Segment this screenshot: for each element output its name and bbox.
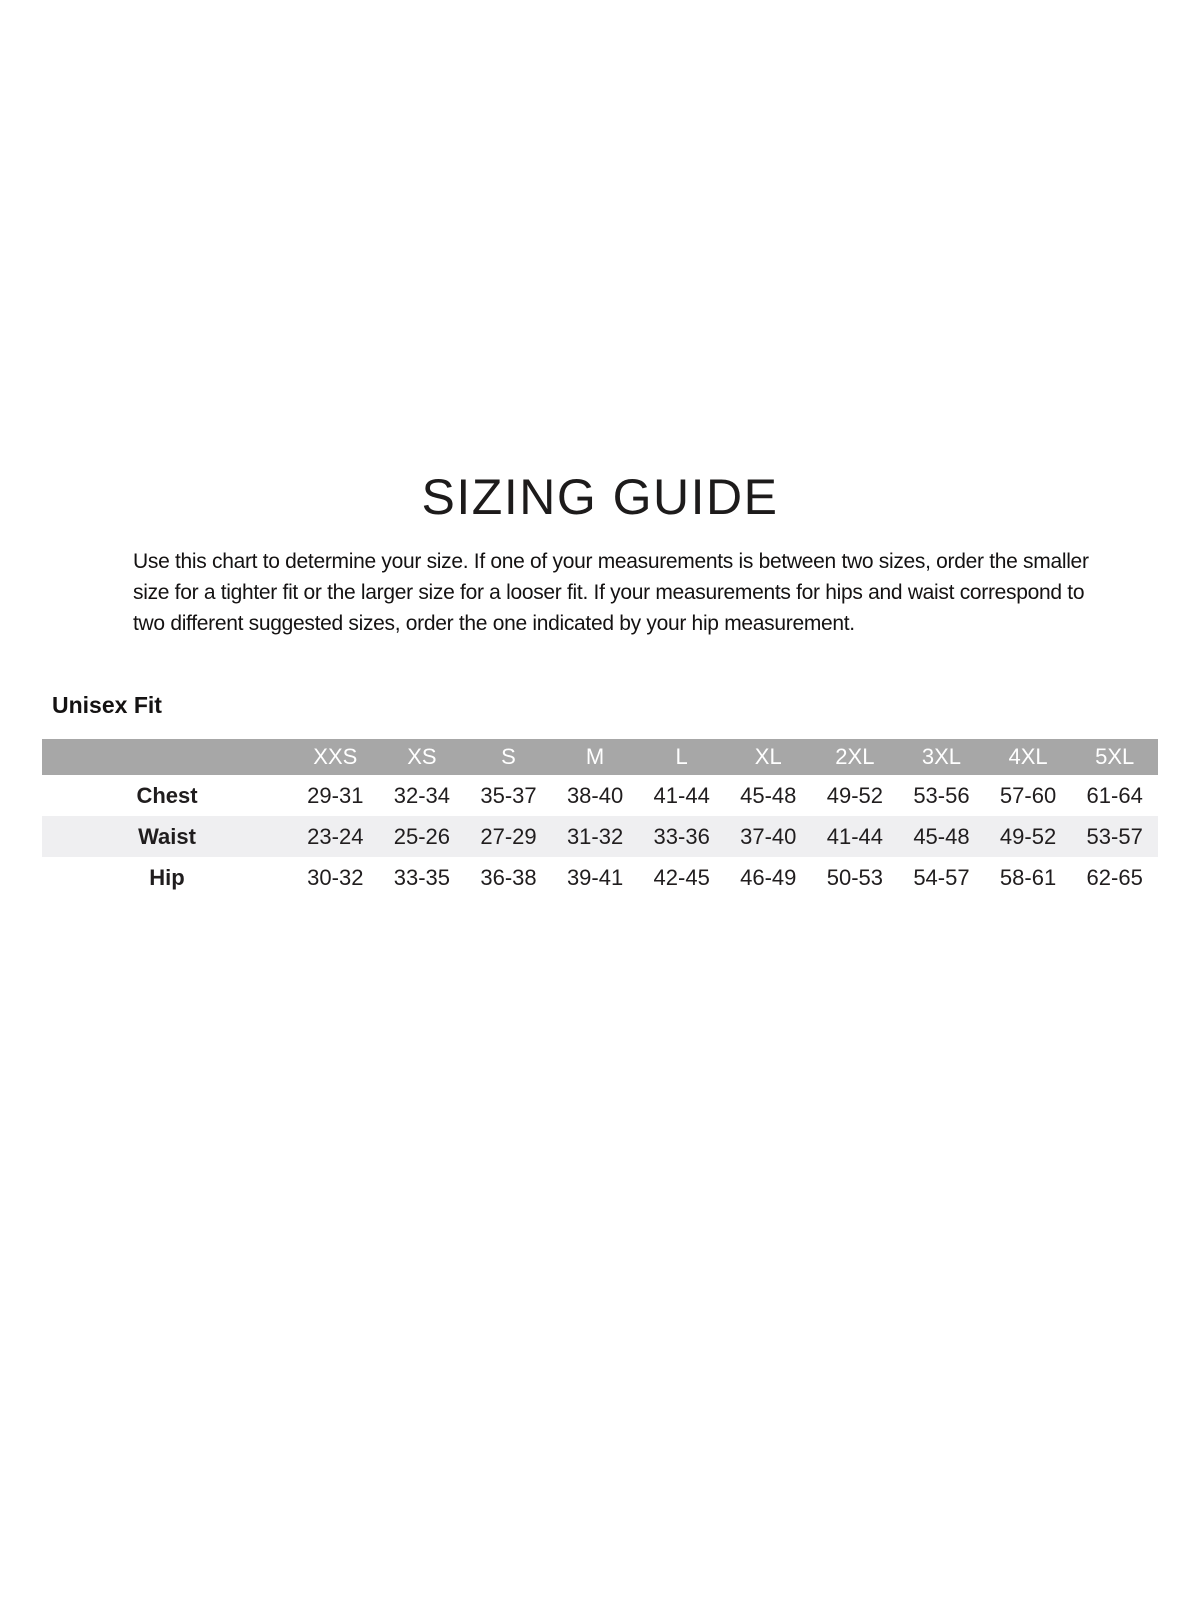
column-header-5xl: 5XL <box>1071 739 1158 775</box>
intro-paragraph <box>133 546 1093 639</box>
size-cell: 45-48 <box>898 816 985 857</box>
size-cell: 57-60 <box>999 782 1057 808</box>
section-label-unisex-fit: Unisex Fit <box>52 692 162 718</box>
size-cell: 33-36 <box>638 816 725 857</box>
size-cell: 41-44 <box>812 816 899 857</box>
size-cell: 58-61 <box>999 864 1057 890</box>
size-table <box>42 739 1158 898</box>
size-cell: 33-35 <box>393 864 451 890</box>
header-row <box>42 739 1158 775</box>
size-cell: 39-41 <box>566 864 624 890</box>
column-header-xxs: XXS <box>292 739 379 775</box>
size-cell: 27-29 <box>465 816 552 857</box>
size-cell: 42-45 <box>653 864 710 890</box>
intro-line-3: two different suggested sizes, order the one indicated by your hip measurement. <box>133 612 855 635</box>
header-cell-empty <box>42 739 292 775</box>
column-header-l: L <box>638 739 725 775</box>
column-header-s: S <box>465 739 552 775</box>
size-cell: 35-37 <box>480 782 537 808</box>
size-cell: 54-57 <box>913 864 970 890</box>
table-row-hip <box>42 857 1158 898</box>
column-header-xs: XS <box>379 739 466 775</box>
size-cell: 31-32 <box>552 816 639 857</box>
size-cell: 29-31 <box>307 782 364 808</box>
row-label-chest: Chest <box>136 782 198 808</box>
size-cell: 25-26 <box>379 816 466 857</box>
size-cell: 53-56 <box>913 782 970 808</box>
row-label-waist: Waist <box>42 816 292 857</box>
size-cell: 53-57 <box>1071 816 1158 857</box>
size-cell: 41-44 <box>653 782 710 808</box>
column-header-m: M <box>552 739 639 775</box>
page-title: SIZING GUIDE <box>421 469 779 525</box>
intro-line-2: size for a tighter fit or the larger size for a looser fit. If your measurements for hips and waist correspond to <box>133 581 1085 604</box>
table-row-chest <box>42 775 1158 816</box>
size-cell: 49-52 <box>985 816 1072 857</box>
row-label-hip: Hip <box>149 864 185 890</box>
size-cell: 37-40 <box>725 816 812 857</box>
size-cell: 62-65 <box>1086 864 1143 890</box>
size-cell: 36-38 <box>480 864 537 890</box>
column-header-2xl: 2XL <box>812 739 899 775</box>
size-cell: 45-48 <box>740 782 797 808</box>
size-cell: 50-53 <box>826 864 883 890</box>
size-cell: 61-64 <box>1086 782 1143 808</box>
size-cell: 30-32 <box>307 864 364 890</box>
size-cell: 32-34 <box>393 782 451 808</box>
size-cell: 23-24 <box>292 816 379 857</box>
column-header-3xl: 3XL <box>898 739 985 775</box>
size-cell: 49-52 <box>826 782 883 808</box>
table-row-waist <box>42 816 1158 857</box>
column-header-xl: XL <box>725 739 812 775</box>
size-cell: 46-49 <box>740 864 797 890</box>
size-table-header <box>42 739 1158 775</box>
intro-line-1: Use this chart to determine your size. If one of your measurements is between two sizes, order the smaller <box>133 550 1089 573</box>
column-header-4xl: 4XL <box>985 739 1072 775</box>
size-cell: 38-40 <box>566 782 624 808</box>
